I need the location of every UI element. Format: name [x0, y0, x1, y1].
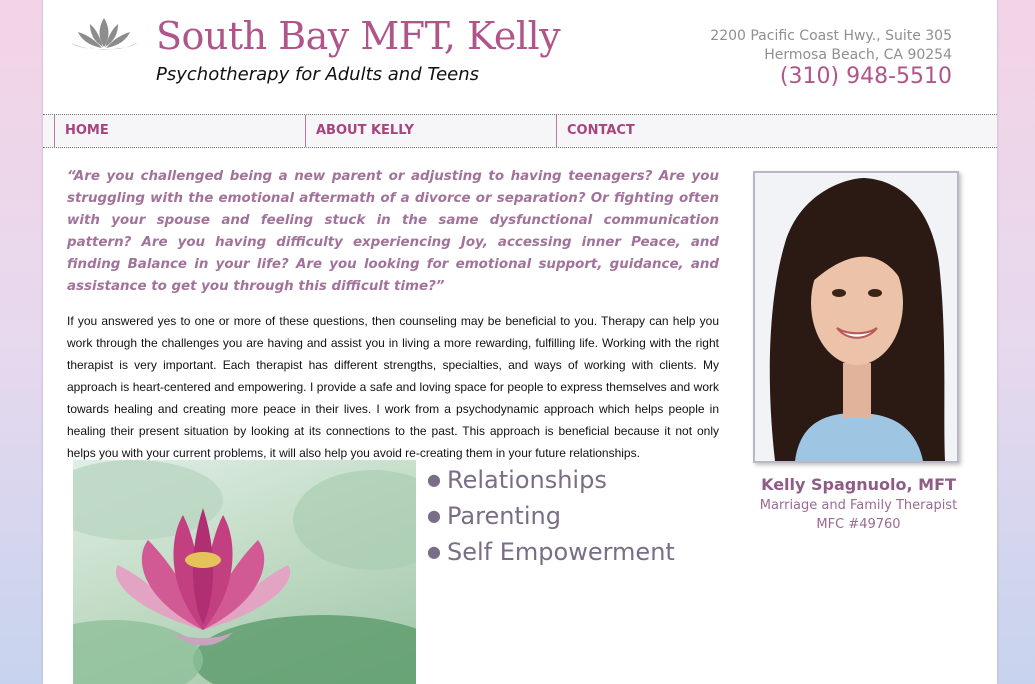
- page: [43, 0, 997, 684]
- address-line-1: 2200 Pacific Coast Hwy., Suite 305: [710, 28, 952, 44]
- bullet-icon: ●: [427, 470, 441, 489]
- therapist-photo: [753, 171, 959, 463]
- site-title[interactable]: South Bay MFT, Kelly: [156, 14, 561, 58]
- bullet-icon: ●: [427, 542, 441, 561]
- lotus-flower-image: [73, 460, 416, 684]
- service-item: [427, 534, 675, 570]
- services-list: [427, 462, 675, 570]
- phone-number[interactable]: (310) 948-5510: [779, 64, 952, 89]
- site-tagline: Psychotherapy for Adults and Teens: [156, 64, 480, 85]
- nav-item-home[interactable]: HOME: [54, 115, 305, 147]
- service-label-parenting: Parenting: [447, 502, 561, 530]
- service-item: [427, 462, 675, 498]
- nav-item-contact[interactable]: CONTACT: [556, 115, 807, 147]
- bullet-icon: ●: [427, 506, 441, 525]
- office-address: [710, 27, 952, 65]
- service-item: [427, 498, 675, 534]
- service-label-relationships: Relationships: [447, 466, 607, 494]
- therapist-license: MFC #49760: [816, 517, 901, 532]
- header: [43, 0, 997, 114]
- service-label-self-empowerment: Self Empowerment: [447, 538, 675, 566]
- nav-item-about-kelly[interactable]: ABOUT KELLY: [305, 115, 556, 147]
- intro-body: If you answered yes to one or more of these questions, then counseling may be beneficial to you. Therapy can help you work through the challenges you are having and assist you in living a more rewarding, fulfilling life. Working with the right therapist is very important. Each therapist has different strengths, specialties, and ways of working with clients. My approach is heart-centered and empowering. I provide a safe and loving space for people to express themselves and work towards healing and creating more peace in their lives. I work from a psychodynamic approach which helps people in healing their present situation by looking at its connections to the past. This approach is beneficial because it not only helps you with your current problems, it will also help you avoid re-creating them in your future relationships.: [67, 314, 719, 460]
- main-nav: [43, 114, 997, 148]
- intro-quote: “Are you challenged being a new parent or adjusting to having teenagers? Are you struggling with the emotional aftermath of a divorce or separation? Or fighting often with your spouse and feeling stuck in the same dysfunctional communication pattern? Are you having difficulty experiencing Joy, accessing inner Peace, and finding Balance in your life? Are you looking for emotional support, guidance, and assistance to get you through this difficult time?”: [67, 169, 719, 294]
- therapist-credential: Marriage and Family Therapist: [759, 498, 958, 513]
- therapist-sidebar: [753, 171, 964, 532]
- therapist-name: Kelly Spagnuolo, MFT: [761, 475, 956, 494]
- main-content: [67, 166, 719, 464]
- lotus-logo-icon: [69, 14, 139, 54]
- address-line-2: Hermosa Beach, CA 90254: [764, 47, 952, 63]
